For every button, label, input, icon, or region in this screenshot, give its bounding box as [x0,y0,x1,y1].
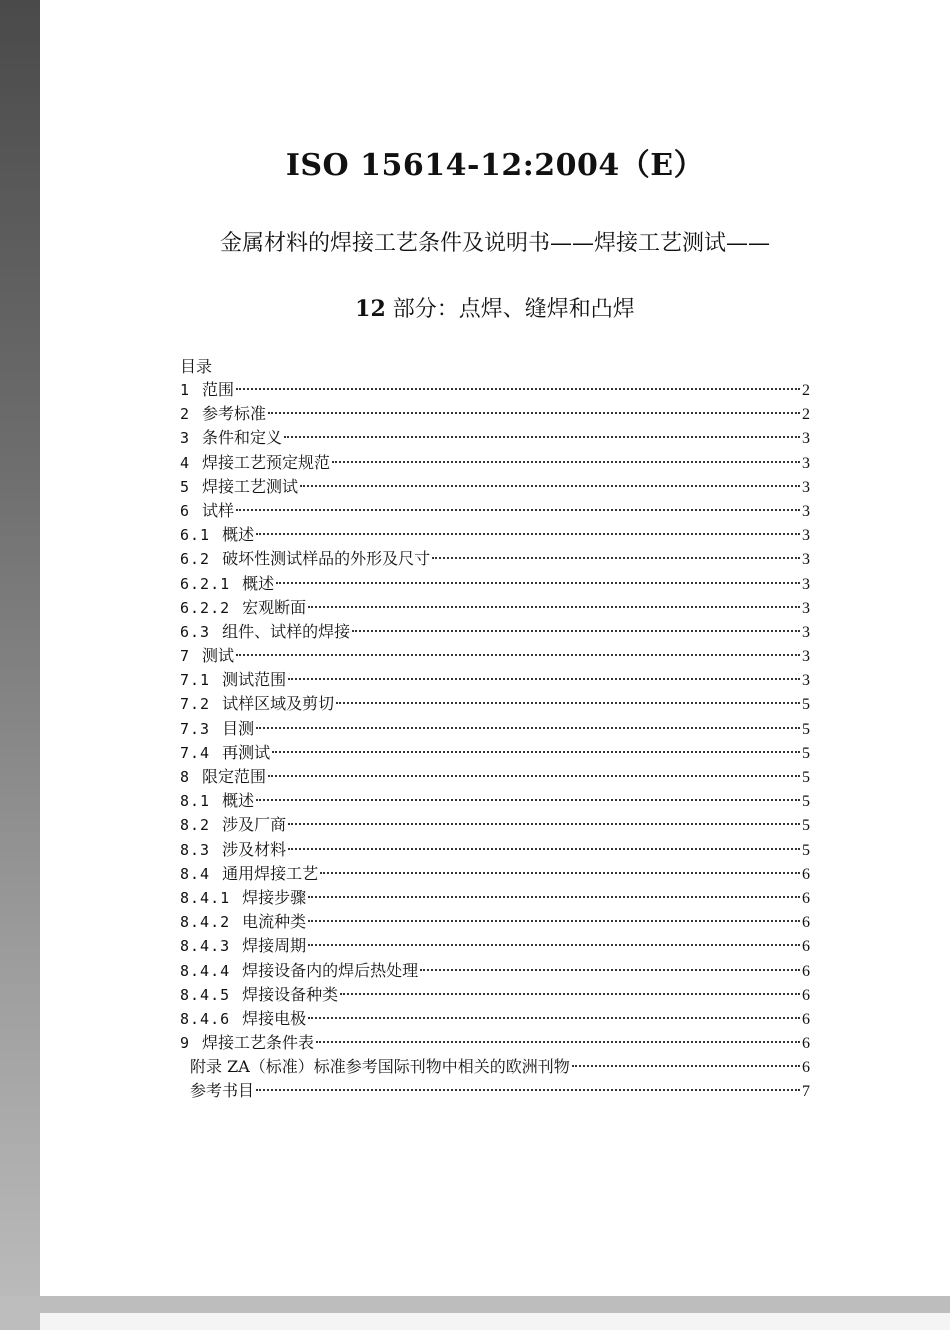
toc-leader-dots [332,461,800,463]
toc-entry-title: 涉及厂商 [222,815,287,835]
toc-entry-title: 试样区域及剪切 [222,694,335,714]
toc-entry-number: 7.4 [180,743,211,762]
toc-entry [180,1055,810,1079]
toc-leader-dots [352,630,800,632]
toc-entry-title: 概述 [222,791,255,811]
toc-entry-page: 5 [802,769,810,786]
toc-entry [180,499,810,523]
toc-entry-title: 限定范围 [202,767,267,786]
toc-entry [180,934,810,958]
toc-leader-dots [336,702,800,704]
toc-entry [180,741,810,765]
toc-entry-title: 焊接步骤 [242,887,307,907]
toc-entry [180,765,810,789]
toc-entry-page: 2 [802,382,810,399]
toc-entry [180,378,810,402]
part-number: 12 [355,296,386,322]
toc-entry-page: 6 [802,986,810,1004]
toc-leader-dots [236,654,800,656]
toc-leader-dots [288,848,800,850]
toc-entry [180,451,810,475]
toc-entry [180,789,810,813]
toc-entry [180,983,810,1007]
document-part-title [40,292,950,323]
toc-leader-dots [256,533,800,535]
toc-entry-page: 6 [802,938,810,956]
toc-entry-number: 1 [180,381,191,399]
toc-entry-number: 8.4.5 [180,985,231,1004]
toc-entry-page: 6 [802,1010,810,1028]
scan-left-edge [0,0,40,1330]
toc-leader-dots [316,1041,800,1043]
toc-entry-page: 5 [802,696,810,714]
toc-entry-title: 附录 ZA（标准）标准参考国际刊物中相关的欧洲刊物 [190,1057,570,1077]
toc-entry-number: 9 [180,1034,191,1053]
toc-entry-page: 2 [802,406,810,424]
toc-entry-page: 5 [802,817,810,835]
toc-entry-title: 概述 [222,525,255,545]
toc-entry-page: 3 [802,623,810,641]
toc-entry [180,547,810,571]
toc-entry-page: 3 [802,575,810,593]
toc-leader-dots [256,727,800,729]
toc-leader-dots [300,485,800,487]
toc-entry-number: 4 [180,453,191,472]
toc-leader-dots [340,993,800,995]
toc-leader-dots [268,412,800,414]
toc-entry [180,596,810,620]
toc-leader-dots [284,436,800,438]
toc-leader-dots [272,751,800,753]
toc-entry-title: 电流种类 [242,912,307,932]
toc-entry-page: 3 [802,648,810,666]
toc-entry [180,1031,810,1055]
document-page [40,0,950,1296]
toc-entry-title: 焊接设备内的焊后热处理 [242,960,419,980]
toc-leader-dots [572,1065,800,1067]
toc-entry-page: 5 [802,841,810,859]
toc-entry-number: 6.3 [180,622,211,641]
toc-entry [180,572,810,596]
toc-entry-page: 3 [802,478,810,496]
toc-entry-title: 涉及材料 [222,839,287,859]
toc-entry-page: 6 [802,1059,810,1077]
toc-leader-dots [268,775,800,777]
toc-entry-page: 3 [802,454,810,472]
toc-entry-number: 2 [180,405,191,424]
toc-entry-title: 范围 [202,380,235,399]
toc-entry-number: 8.4.4 [180,961,231,980]
toc-leader-dots [256,1089,800,1091]
toc-entry-number: 5 [180,477,191,496]
toc-entry-page: 6 [802,962,810,980]
toc-entry-number: 6.2.2 [180,598,231,617]
toc-entry-number: 6 [180,501,191,520]
toc-entry [180,717,810,741]
toc-leader-dots [432,557,800,559]
toc-entry-title: 焊接周期 [242,936,307,956]
toc-heading: 目录 [180,357,213,376]
toc-entry-title: 测试 [202,646,235,666]
toc-leader-dots [276,582,800,584]
toc-entry-page: 6 [802,889,810,907]
toc-entry [180,862,810,886]
toc-entry-number: 3 [180,429,191,448]
toc-entry-page: 6 [802,865,810,883]
toc-entry-title: 宏观断面 [242,597,307,617]
toc-entry [180,959,810,983]
toc-entry-number: 7.1 [180,671,211,690]
toc-entry [180,886,810,910]
toc-entry-number: 6.2 [180,550,211,569]
toc-entry-title: 条件和定义 [202,428,283,448]
toc-leader-dots [308,1017,800,1019]
document-title: ISO 15614-12:2004（E） [285,148,705,183]
toc-entry-title: 测试范围 [222,670,287,690]
toc-entry-title: 参考标准 [202,404,267,424]
toc-entry-number: 8.4.2 [180,913,231,932]
toc-entry-page: 5 [802,744,810,762]
toc-entry-title: 焊接工艺条件表 [202,1033,315,1053]
toc-entry-number: 8.2 [180,816,211,835]
toc-entry-page: 3 [802,502,810,520]
toc-entry [180,644,810,668]
toc-entry-title: 组件、试样的焊接 [222,621,351,641]
toc-entry-number: 8.4.3 [180,937,231,956]
toc-entry-number: 7.3 [180,719,211,738]
toc-entry [180,838,810,862]
scan-bottom-edge-inner [40,1313,950,1330]
toc-entry-number: 8 [180,768,191,786]
toc-entry-title: 焊接电极 [242,1008,307,1028]
toc-entry [180,668,810,692]
toc-entry-title: 概述 [242,573,275,593]
toc-entry-title: 破坏性测试样品的外形及尺寸 [222,549,431,569]
toc-entry-page: 7 [802,1083,810,1101]
toc-entry-page: 3 [802,430,810,448]
toc-entry-title: 焊接工艺测试 [202,476,299,496]
toc-entry [180,475,810,499]
toc-entry [180,910,810,934]
toc-leader-dots [308,896,800,898]
toc-entry-number: 8.4.1 [180,888,231,907]
toc-entry-page: 3 [802,672,810,690]
toc-entry [180,523,810,547]
toc-leader-dots [420,969,800,971]
toc-leader-dots [256,799,800,801]
toc-entry-title: 焊接工艺预定规范 [202,452,331,472]
toc-entry-number: 6.1 [180,526,211,545]
toc-entry [180,1007,810,1031]
toc-entry-page: 5 [802,720,810,738]
toc-entry-number: 6.2.1 [180,574,231,593]
toc-entry-title: 参考书目 [190,1081,255,1101]
toc-entry-title: 通用焊接工艺 [222,863,319,883]
toc-entry-title: 试样 [202,500,235,520]
toc-entry-page: 5 [802,793,810,811]
part-label: 部分：点焊、缝焊和凸焊 [392,297,635,322]
toc-entry-title: 目测 [222,718,255,738]
toc-entry-number: 8.3 [180,840,211,859]
toc-entry-title: 焊接设备种类 [242,984,339,1004]
toc-entry [180,813,810,837]
toc-entry-page: 3 [802,527,810,545]
toc-entry [180,1079,810,1103]
toc-entry-number: 8.4.6 [180,1009,231,1028]
toc-leader-dots [308,606,800,608]
table-of-contents [180,378,810,1104]
toc-leader-dots [236,388,800,390]
toc-entry [180,692,810,716]
toc-entry-number: 8.4 [180,864,211,883]
toc-entry-number: 7 [180,647,191,666]
toc-entry [180,426,810,450]
toc-entry-page: 6 [802,914,810,932]
toc-leader-dots [288,823,800,825]
toc-entry-title: 再测试 [222,742,271,762]
toc-entry [180,402,810,426]
toc-leader-dots [308,920,800,922]
toc-leader-dots [288,678,800,680]
toc-entry-number: 8.1 [180,792,211,811]
toc-entry [180,620,810,644]
toc-leader-dots [236,509,800,511]
toc-leader-dots [320,872,800,874]
toc-entry-number: 7.2 [180,695,211,714]
toc-entry-page: 3 [802,599,810,617]
toc-leader-dots [308,944,800,946]
toc-entry-page: 6 [802,1035,810,1053]
toc-entry-page: 3 [802,551,810,569]
document-subtitle: 金属材料的焊接工艺条件及说明书——焊接工艺测试—— [219,231,770,256]
